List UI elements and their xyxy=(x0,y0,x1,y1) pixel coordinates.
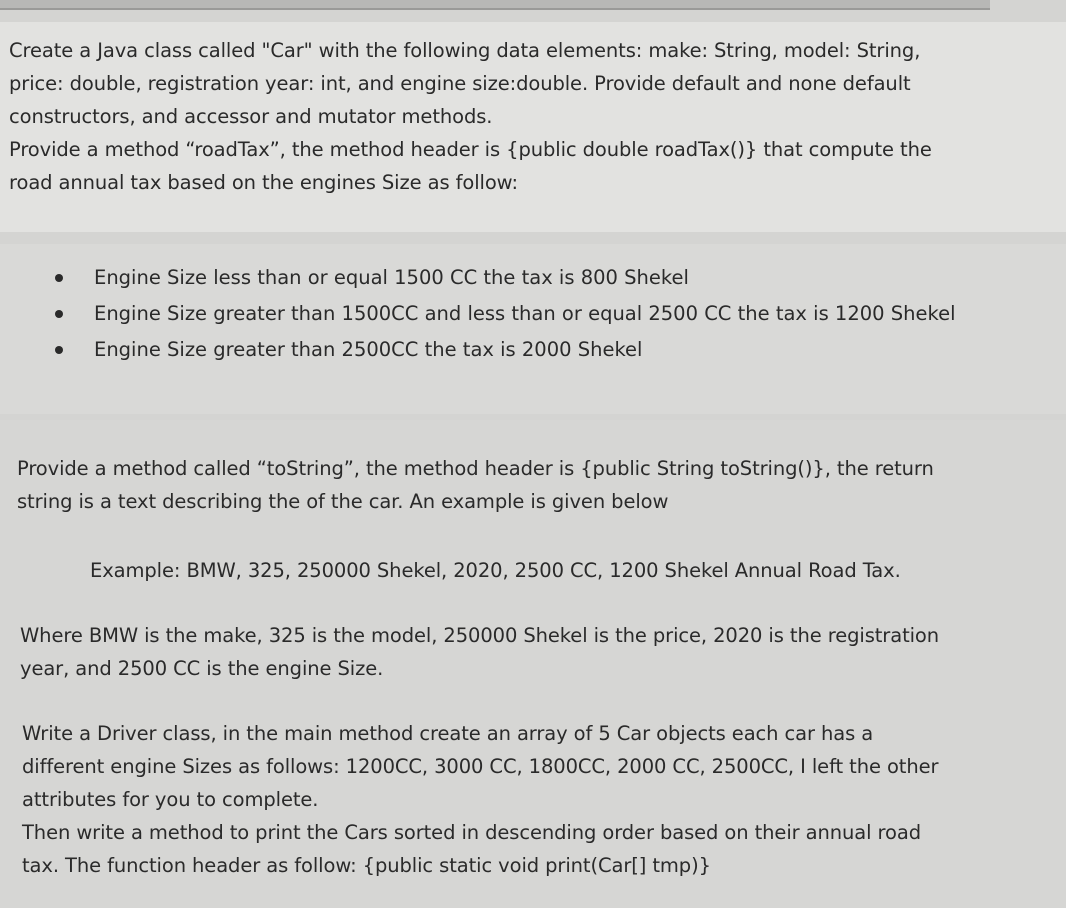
intro-line-4: Provide a method “roadTax”, the method header is {public double roadTax()} that compute the xyxy=(9,138,932,161)
tostring-line-2: string is a text describing the of the car. An example is given below xyxy=(17,490,669,513)
list-item xyxy=(0,260,1066,296)
intro-line-5: road annual tax based on the engines Size as follow: xyxy=(9,171,518,194)
bullet-icon xyxy=(55,274,63,282)
driver-line-3: attributes for you to complete. xyxy=(22,788,319,811)
driver-line-2: different engine Sizes as follows: 1200CC, 3000 CC, 1800CC, 2000 CC, 2500CC, I left the other xyxy=(22,755,939,778)
driver-paragraph xyxy=(22,717,938,882)
driver-line-1: Write a Driver class, in the main method create an array of 5 Car objects each car has a xyxy=(22,722,874,745)
tax-rules-list xyxy=(0,244,1066,414)
where-line-1: Where BMW is the make, 325 is the model, 250000 Shekel is the price, 2020 is the registration xyxy=(20,624,940,647)
where-line-2: year, and 2500 CC is the engine Size. xyxy=(20,657,384,680)
driver-line-4: Then write a method to print the Cars sorted in descending order based on their annual road xyxy=(22,821,921,844)
bullet-text: Engine Size greater than 1500CC and less than or equal 2500 CC the tax is 1200 Shekel xyxy=(94,302,956,325)
intro-line-1: Create a Java class called "Car" with the following data elements: make: String, model: String, xyxy=(9,39,921,62)
where-paragraph xyxy=(20,619,939,685)
list-item xyxy=(0,296,1066,332)
bullet-icon xyxy=(55,346,63,354)
example-text: Example: BMW, 325, 250000 Shekel, 2020, 2500 CC, 1200 Shekel Annual Road Tax. xyxy=(90,559,901,582)
intro-line-3: constructors, and accessor and mutator methods. xyxy=(9,105,493,128)
bullet-text: Engine Size less than or equal 1500 CC the tax is 800 Shekel xyxy=(94,266,689,289)
list-item xyxy=(0,332,1066,368)
intro-paragraph xyxy=(0,22,1066,232)
bullet-text: Engine Size greater than 2500CC the tax is 2000 Shekel xyxy=(94,338,643,361)
tostring-line-1: Provide a method called “toString”, the method header is {public String toString()}, the return xyxy=(17,457,934,480)
tostring-paragraph xyxy=(17,452,934,518)
driver-line-5: tax. The function header as follow: {public static void print(Car[] tmp)} xyxy=(22,854,711,877)
intro-line-2: price: double, registration year: int, and engine size:double. Provide default and none default xyxy=(9,72,911,95)
top-rule xyxy=(0,0,990,10)
bullet-icon xyxy=(55,310,63,318)
